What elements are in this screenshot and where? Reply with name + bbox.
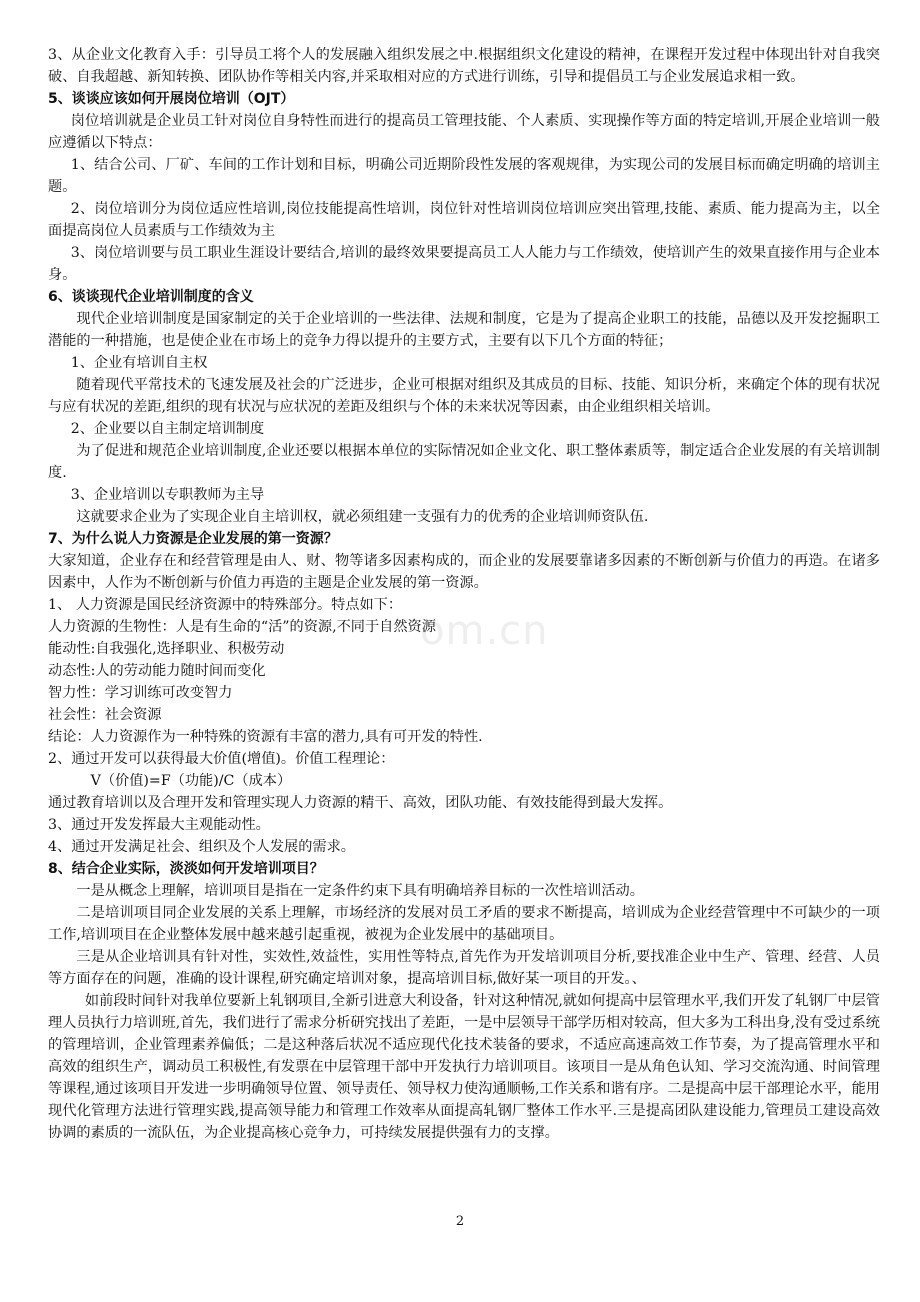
paragraph-system-1-detail: 随着现代平常技术的飞速发展及社会的广泛进步，企业可根据对组织及其成员的目标、技能、知识分析，来确定个体的现有状况与应有状况的差距,组织的现有状况与应状况的差距及组织与个体的未来状况等因素，由企业组织相关培训。	[48, 377, 880, 415]
hr-conclusion: 结论：人力资源作为一种特殊的资源有丰富的潜力,具有可开发的特性.	[48, 729, 483, 745]
hr-trait-dynamic: 动态性:人的劳动能力随时间而变化	[48, 663, 266, 679]
hr-trait-social: 社会性：社会资源	[48, 707, 162, 723]
list-item-system-2: 2、企业要以自主制定培训制度	[70, 421, 265, 437]
paragraph-system-2-detail: 为了促进和规范企业培训制度,企业还要以根据本单位的实际情况如企业文化、职工整体素质等，制定适合企业发展的有关培训制度.	[48, 443, 880, 481]
heading-ojt: 5、谈谈应该如何开展岗位培训（OJT）	[48, 91, 295, 107]
paragraph-project-concept: 一是从概念上理解，培训项目是指在一定条件约束下具有明确培养目标的一次性培训活动。	[76, 883, 644, 899]
hr-trait-intellectual: 智力性：学习训练可改变智力	[48, 685, 233, 701]
paragraph-project-example: 如前段时间针对我单位要新上轧钢项目,全新引进意大利设备，针对这种情况,就如何提高中层管理水平,我们开发了轧钢厂中层管理人员执行力培训班,首先，我们进行了需求分析研究找出了差距，一是中层领导干部学历相对较高，但大多为工科出身,没有受过系统的管理培训，企业管理素养偏低；二是这种落后状况不适应现代化技术装备的要求，不适应高速高效工作节奏，为了提高管理水平和高效的组织生产，调动员工积极性,有发票在中层管理干部中开发执行力培训项目。该项目一是从角色认知、学习交流沟通、时间管理等课程,通过该项目开发进一步明确领导位置、领导责任、领导权力使沟通顺畅,工作关系和谐有序。二是提高中层干部理论水平，能用现代化管理方法进行管理实践,提高领导能力和管理工作效率从面提高轧钢厂整体工作水平.三是提高团队建设能力,管理员工建设高效协调的素质的一流队伍，为企业提高核心竞争力，可持续发展提供强有力的支撑。	[48, 993, 880, 1141]
watermark: om.cn	[420, 608, 549, 654]
list-item-hr-1: 1、 人力资源是国民经济资源中的特殊部分。特点如下：	[48, 597, 403, 613]
paragraph-ojt-definition: 岗位培训就是企业员工针对岗位自身特性而进行的提高员工管理技能、个人素质、实现操作等方面的特定培训,开展企业培训一般应遵循以下特点：	[48, 113, 880, 151]
list-item-system-3: 3、企业培训以专职教师为主导	[70, 487, 265, 503]
list-item-ojt-3: 3、岗位培训要与员工职业生涯设计要结合,培训的最终效果要提高员工人人能力与工作绩效，使培训产生的效果直接作用与企业本身。	[48, 245, 880, 283]
paragraph-project-relationship: 二是培训项目同企业发展的关系上理解，市场经济的发展对员工矛盾的要求不断提高，培训成为企业经营管理中不可缺少的一项工作,培训项目在企业整体发展中越来越引起重视，被视为企业发展中的基础项目。	[48, 905, 880, 943]
list-item-hr-4: 4、通过开发满足社会、组织及个人发展的需求。	[48, 839, 355, 855]
page-number: 2	[455, 1214, 465, 1229]
paragraph-system-3-detail: 这就要求企业为了实现企业自主培训权，就必须组建一支强有力的优秀的企业培训师资队伍.	[76, 509, 649, 525]
heading-training-project: 8、结合企业实际，淡淡如何开发培训项目？	[48, 861, 324, 877]
paragraph-training-system-intro: 现代企业培训制度是国家制定的关于企业培训的一些法律、法规和制度，它是为了提高企业职工的技能，品德以及开发挖掘职工潜能的一种措施，也是使企业在市场上的竞争力得以提升的主要方式，主要有以下几个方面的特征；	[48, 311, 880, 349]
heading-human-resources: 7、为什么说人力资源是企业发展的第一资源？	[48, 531, 338, 547]
paragraph-culture-education: 3、从企业文化教育入手：引导员工将个人的发展融入组织发展之中.根据组织文化建设的精神，在课程开发过程中体现出针对自我突破、自我超越、新知转换、团队协作等相关内容,并采取相对应的方式进行训练，引导和提倡员工与企业发展追求相一致。	[48, 47, 880, 85]
list-item-ojt-2: 2、岗位培训分为岗位适应性培训,岗位技能提高性培训，岗位针对性培训岗位培训应突出管理,技能、素质、能力提高为主，以全面提高岗位人员素质与工作绩效为主	[48, 201, 880, 239]
document-page	[48, 44, 880, 1144]
list-item-ojt-1: 1、结合公司、厂矿、车间的工作计划和目标，明确公司近期阶段性发展的客观规律，为实现公司的发展目标而确定明确的培训主题。	[48, 157, 880, 195]
list-item-hr-2: 2、通过开发可以获得最大价值(增值)。价值工程理论：	[48, 751, 395, 767]
hr-trait-biological: 人力资源的生物性：人是有生命的“活”的资源,不同于自然资源	[48, 619, 436, 635]
hr-trait-agency: 能动性:自我强化,选择职业、积极劳动	[48, 641, 285, 657]
paragraph-hr-development: 通过教育培训以及合理开发和管理实现人力资源的精干、高效，团队功能、有效技能得到最大发挥。	[48, 795, 673, 811]
heading-training-system: 6、谈谈现代企业培训制度的含义	[48, 289, 254, 305]
paragraph-project-characteristics: 三是从企业培训具有针对性，实效性,效益性，实用性等特点,首先作为开发培训项目分析,要找准企业中生产、管理、经营、人员等方面存在的问题，准确的设计课程,研究确定培训对象，提高培训目标,做好某一项目的开发。、	[48, 949, 880, 987]
list-item-system-1: 1、企业有培训自主权	[70, 355, 208, 371]
list-item-hr-3: 3、通过开发发挥最大主观能动性。	[48, 817, 270, 833]
value-engineering-formula: V（价值)=F（功能)/C（成本）	[90, 773, 292, 789]
paragraph-hr-intro: 大家知道，企业存在和经营管理是由人、财、物等诸多因素构成的，而企业的发展要靠诸多因素的不断创新与价值力的再造。在诸多因素中，人作为不断创新与价值力再造的主题是企业发展的第一资源。	[48, 553, 880, 591]
